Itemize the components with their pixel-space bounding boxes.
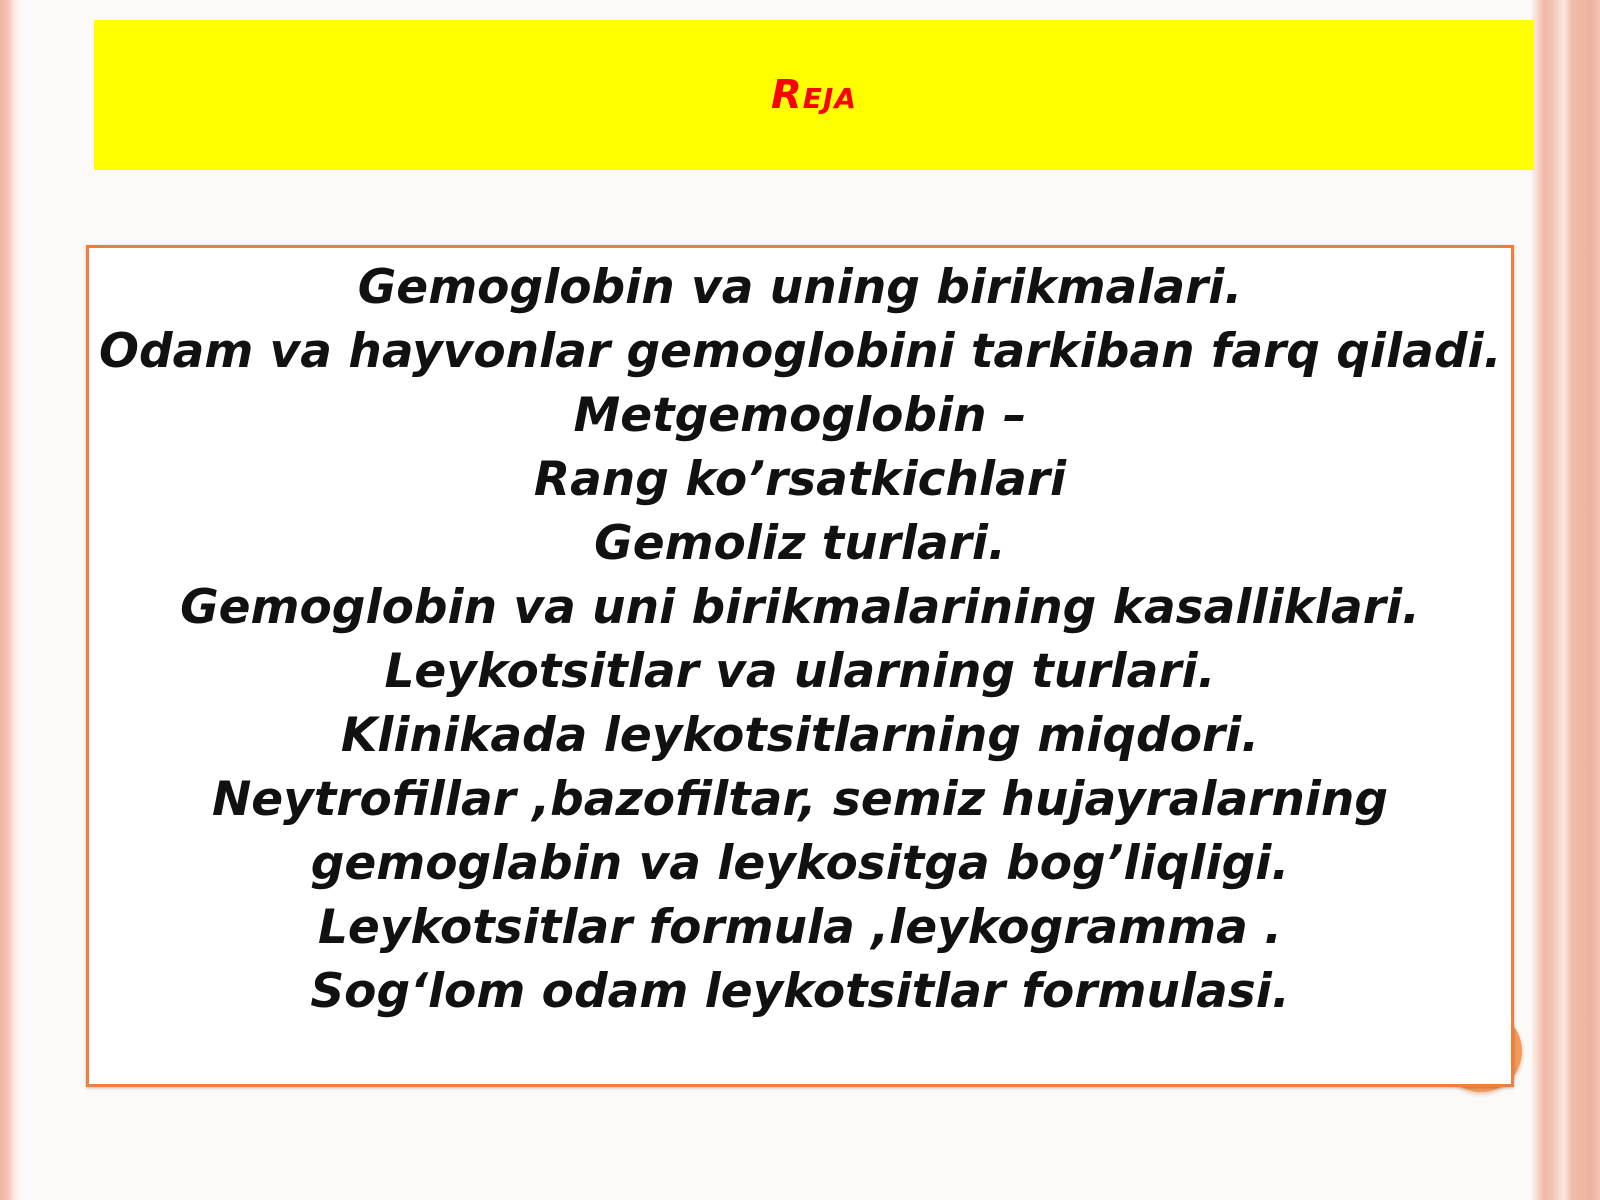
list-item: gemoglabin va leykositga bog’liqligi. [310, 836, 1290, 891]
list-item: Leykotsitlar va ularning turlari. [384, 644, 1216, 699]
list-item: Sog‘lom odam leykotsitlar formulasi. [310, 964, 1290, 1019]
list-item: Odam va hayvonlar gemoglobini tarkiban farq qiladi. [99, 324, 1502, 379]
content-box [86, 245, 1514, 1087]
title-band [94, 20, 1534, 170]
list-item: Rang ko’rsatkichlari [533, 452, 1067, 507]
list-item: Gemoliz turlari. [594, 516, 1006, 571]
slide-title: Reja [770, 72, 857, 118]
right-decorative-stripe [1532, 0, 1600, 1200]
list-item: Gemoglobin va uning birikmalari. [357, 260, 1243, 315]
list-item: Klinikada leykotsitlarning miqdori. [340, 708, 1260, 763]
plan-list [89, 248, 1511, 1024]
list-item: Metgemoglobin – [573, 388, 1027, 443]
list-item: Neytrofillar ,bazofiltar, semiz hujayralarning [211, 772, 1389, 827]
list-item: Leykotsitlar formula ,leykogramma . [317, 900, 1283, 955]
list-item: Gemoglobin va uni birikmalarining kasalliklari. [180, 580, 1420, 635]
left-decorative-stripe [0, 0, 20, 1200]
